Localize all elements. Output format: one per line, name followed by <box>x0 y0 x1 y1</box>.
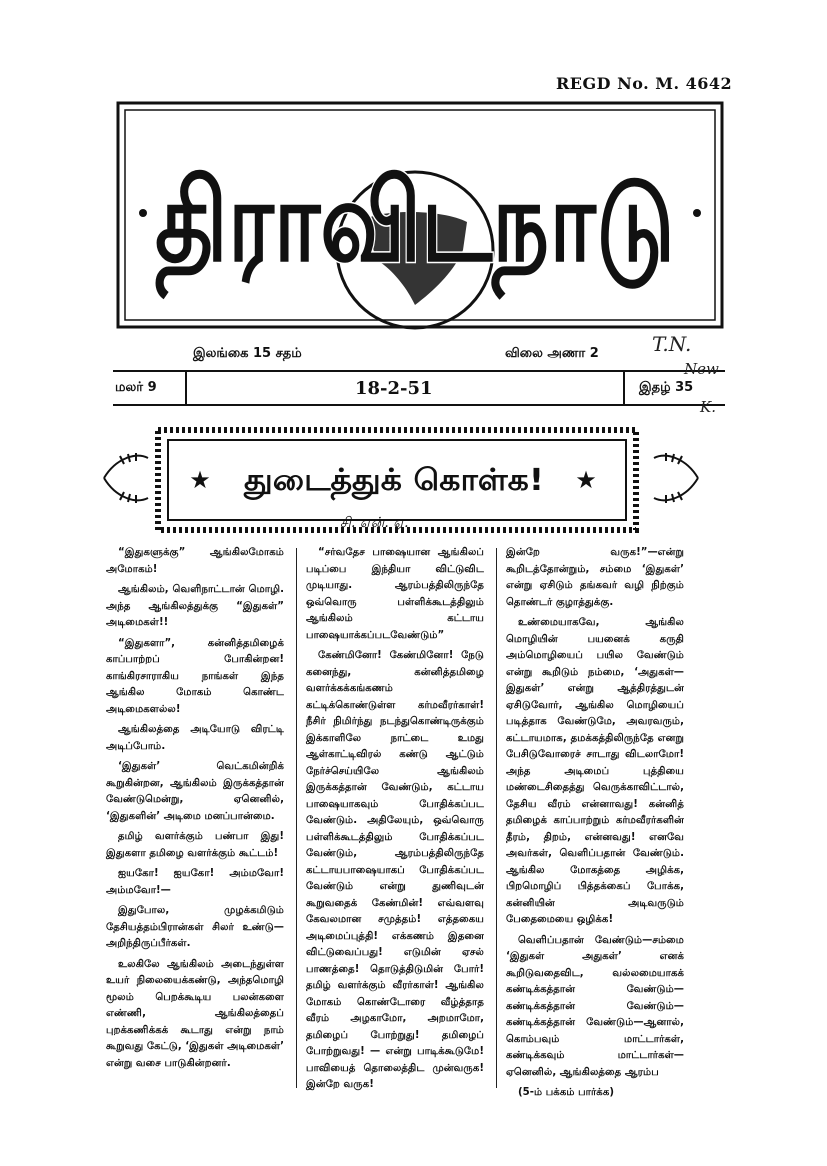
masthead <box>115 100 811 330</box>
paragraph: உலகிலே ஆங்கிலம் அடைந்துள்ள உயர் நிலையைக்கண்டு, அந்தமொழி மூலம் பெறக்கூடிய பலன்களை எண்ணி, ஆங்கிலத்தைப் புறக்கணிக்கக் கூடாது என்று நாம் கூறுவது கேட்டு, ‘இதுகள் அடிமைகள்’ என்று வசை பாடுகின்றனர். <box>106 958 284 1069</box>
price-anna: விலை அணா 2 <box>505 346 599 361</box>
paragraph: “சர்வதேச பாஷையான ஆங்கிலப் படிப்பை இந்தியா விட்டுவிட முடியாது. ஆரம்பத்திலிருந்தே ஒவ்வொரு பள்ளிக்கூடத்திலும் ஆங்கிலம் கட்டாய பாஷையாக்கப்படவேண்டும்” <box>306 547 484 641</box>
divider-left <box>185 370 187 404</box>
article-column-3 <box>506 545 684 1098</box>
divider-right <box>623 370 625 404</box>
column-rule-2 <box>496 548 497 1088</box>
issue-rule-bottom <box>113 404 725 406</box>
volume-number: மலர் 9 <box>115 380 157 395</box>
ornament-right <box>654 453 698 503</box>
masthead-title: திராவிடநாடு <box>155 156 811 287</box>
paragraph: வெளிப்பதான் வேண்டும்—சம்மை ‘இதுகள் அதுகள்’ எனக் கூறிடுவதைவிட, வல்லமையாகக் கண்டிக்கத்தான் வேண்டும்—கண்டிக்கத்தான் வேண்டும்—கண்டிக்கத்தான் வேண்டும்—ஆனால், கொம்பவும் மாட்டார்கள், கண்டிக்கவும் மாட்டார்கள்—ஏனெனில், ஆங்கிலத்தை ஆரம்ப <box>506 934 684 1078</box>
paragraph: ‘இதுகள்’ வெட்கமின்றிக் கூறுகின்றன, ஆங்கிலம் இருக்கத்தான் வேண்டுமென்று, ஏனெனில், ‘இதுகளின்’ அடிமை மனப்பான்மை. <box>106 761 284 822</box>
ceylon-price: இலங்கை 15 சதம் <box>193 346 302 361</box>
dot-right <box>693 209 701 217</box>
star-left-icon: ★ <box>189 466 211 494</box>
paragraph: ஆங்கிலம், வெளிநாட்டான் மொழி. அந்த ஆங்கிலத்துக்கு “இதுகள்” அடிமைகள்!! <box>106 584 284 628</box>
article-column-1 <box>106 545 284 1090</box>
paragraph: “இதுகளா”, கன்னித்தமிழைக் காப்பாற்றப் போகின்றன! காங்கிரசாராகிய நாங்கள் இந்த ஆங்கில மோகம் கொண்ட அடிமைகளல்ல! <box>106 637 284 715</box>
paragraph: ஆங்கிலத்தை அடியோடு விரட்டி அடிப்போம். <box>106 724 284 752</box>
registration-number: REGD No. M. 4642 <box>556 74 733 93</box>
dot-left <box>139 209 147 217</box>
ornament-left <box>104 453 148 503</box>
author-signature: சி. என். ஏ. <box>340 515 409 531</box>
paragraph: ஐயகோ! ஐயகோ! அம்மவோ! அம்மவோ!— <box>106 868 284 896</box>
paragraph: கேண்மினோ! கேண்மினோ! நேடு கனைந்து, கன்னித்தமிழை வளர்க்கக்கங்கணம் கட்டிக்கொண்டுள்ள கர்மவீரர்காள்! நீசிர் நிமிர்ந்து நடந்துகொண்டிருக்கும் இக்காளிலே நாட்டை உமது ஆள்காட்டிவிரல் கண்டு ஆட்டும் நேர்ச்செய்யிலே ஆங்கிலம் இருக்கத்தான் வேண்டும், கட்டாய பாஷையாகவும் போதிக்கப்பட வேண்டும். அதிலேயும், ஒவ்வொரு பள்ளிக்கூடத்திலும் போதிக்கப்பட வேண்டும், ஆரம்பத்திலிருந்தே கட்டாயபாஷையாகப் போதிக்கப்பட வேண்டும் என்று துணிவுடன் கூறுவதைக் கேண்மின்! எவ்வளவு கேவலமான சமுத்தம்! எத்தகைய அடிமைப்புத்தி! எக்கணம் இதனை விட்டுவைப்பது! எடுமின் ஏசல் பாணத்தை! தொடுத்திடுமின் போர்! தமிழ் வளர்க்கும் வீரர்காள்! ஆங்கில மோகம் கொண்டோரை வீழ்த்தாத வீரம் அழகாமோ, அறமாமோ, தமிழைப் போற்றுது! தமிழைப் போற்றுவது! — என்று பாடிக்கூடுமே! பாவியைத் தொலைத்திட முன்வருக! இன்றே வருக! <box>306 650 484 1090</box>
issue-date: 18-2-51 <box>355 378 433 399</box>
paragraph: (5-ம் பக்கம் பார்க்க) <box>518 1087 614 1098</box>
column-rule-1 <box>296 548 297 1088</box>
handwritten-k: K. <box>700 398 716 416</box>
issue-number: இதழ் 35 <box>639 380 694 395</box>
handwritten-tn: T.N. <box>652 332 692 356</box>
handwritten-new: New <box>684 360 719 378</box>
paragraph: இதுபோல, முழக்கமிடும் தேசியத்தம்பிரான்கள் சிலர் உண்டு—அறிந்திருப்பீர்கள். <box>106 905 284 949</box>
headline: துடைத்துக் கொள்க! <box>244 463 516 498</box>
star-right-icon: ★ <box>575 466 597 494</box>
issue-rule-top <box>113 370 725 372</box>
article-column-2 <box>306 545 484 1090</box>
issue-info <box>113 346 725 408</box>
paragraph: “இதுகளுக்கு” ஆங்கிலமோகம் அமோகம்! <box>106 547 284 575</box>
paragraph: இன்றே வருக!”—என்று கூறிடத்தோன்றும், சம்மை ‘இதுகள்’ என்று ஏசிடும் தங்கவர் வழி நிற்கும் தொண்டர் குழாத்துக்கு. <box>506 547 684 608</box>
paragraph: உண்மையாகவே, ஆங்கில மொழியின் பயனைக் கருதி அம்மொழியைப் பயில வேண்டும் என்று கூறிடும் நம்மை, ‘அதுகள்—இதுகள்’ என்று ஆத்திரத்துடன் ஏசிடுவோர், ஆங்கில மொழியைப் படித்தாக வேண்டுமே, அவரவரும், கட்டாயமாக, தமக்கத்திலிருந்தே எனறு பேசிடுவோரைச் சாடாது விடலாமோ! அந்த அடிமைப் புத்தியை மண்டைசிதைத்து வெருக்காவிட்டால், தேசிய வீரம் என்னாவது! கன்னித் தமிழைக் காப்பாற்றும் கர்மவீரர்களின் தீரம், திறம், என்னவது! எனவே அவர்கள், வெளிப்பதான் வேண்டும். ஆங்கில மோகத்தை அழிக்க, பிறமொழிப் பித்தக்கைப் போக்க, கன்னியின் அடிவருடும் பேதைமையை ஒழிக்க! <box>506 617 684 925</box>
paragraph: தமிழ் வளர்க்கும் பண்பா இது! இதுகளா தமிழை வளர்க்கும் கூட்டம்! <box>106 831 284 859</box>
